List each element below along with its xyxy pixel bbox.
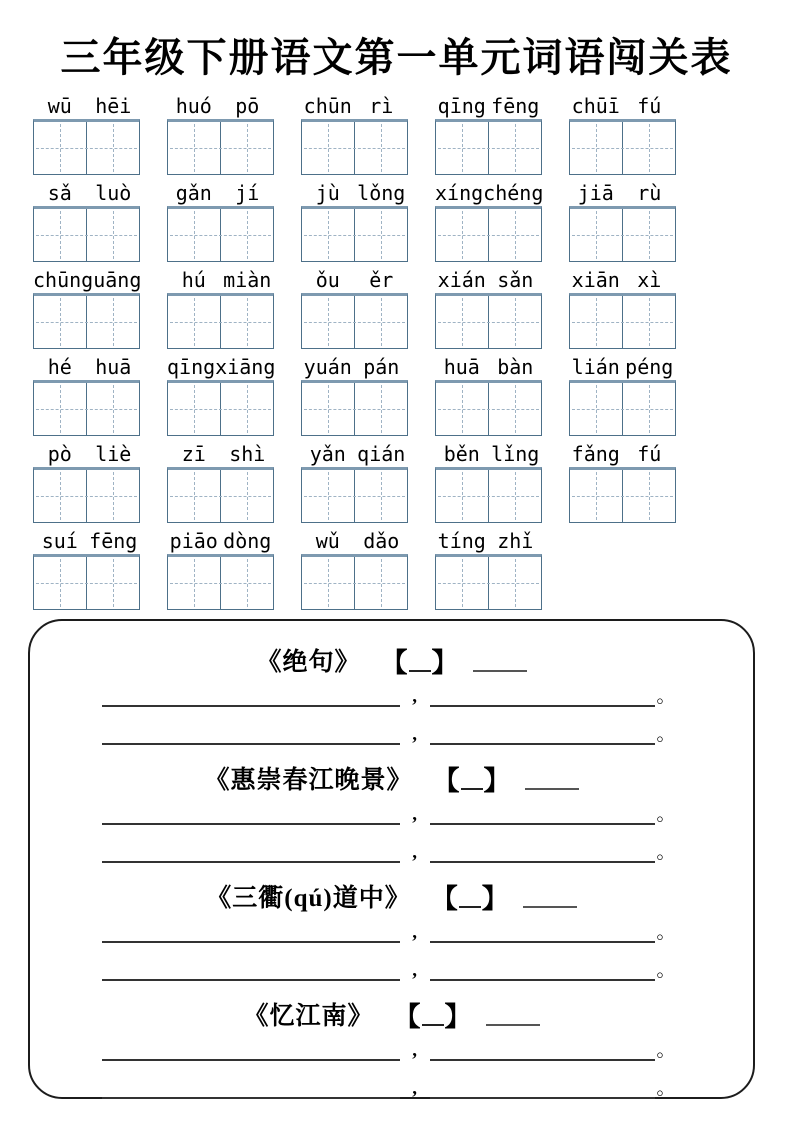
word-row bbox=[33, 181, 793, 262]
pinyin-word-grid-section bbox=[33, 94, 793, 610]
writing-cell[interactable] bbox=[570, 470, 622, 522]
pinyin-label bbox=[167, 442, 274, 467]
period-mark: 。 bbox=[656, 804, 676, 825]
author-bracket-close: 】 bbox=[431, 647, 459, 678]
character-writing-grid bbox=[301, 467, 408, 523]
pinyin-syllable: huā bbox=[443, 355, 480, 379]
character-writing-grid bbox=[569, 206, 676, 262]
pinyin-syllable: luò bbox=[95, 181, 132, 205]
writing-cell[interactable] bbox=[220, 122, 273, 174]
word-block bbox=[33, 268, 140, 349]
word-block bbox=[435, 181, 542, 262]
pinyin-syllable: xiān bbox=[571, 268, 620, 292]
writing-cell[interactable] bbox=[488, 383, 541, 435]
writing-cell[interactable] bbox=[220, 296, 273, 348]
poem-title: 《惠崇春江晚景》 bbox=[204, 767, 413, 794]
pinyin-label bbox=[301, 355, 408, 380]
word-block bbox=[301, 268, 408, 349]
writing-cell[interactable] bbox=[168, 122, 220, 174]
word-block bbox=[33, 529, 140, 610]
pinyin-syllable: shì bbox=[229, 442, 266, 466]
word-row bbox=[33, 442, 793, 523]
character-writing-grid bbox=[569, 467, 676, 523]
character-writing-grid bbox=[301, 554, 408, 610]
pinyin-syllable: chéng bbox=[483, 181, 544, 205]
writing-cell[interactable] bbox=[436, 209, 488, 261]
pinyin-syllable: yuán bbox=[303, 355, 352, 379]
verse-blank-first[interactable] bbox=[102, 915, 400, 943]
poem-section bbox=[30, 639, 753, 745]
period-mark: 。 bbox=[656, 686, 676, 707]
pinyin-syllable: pò bbox=[47, 442, 72, 466]
verse-blank-second[interactable] bbox=[430, 797, 655, 825]
pinyin-syllable: lǒng bbox=[357, 181, 406, 205]
character-writing-grid bbox=[301, 206, 408, 262]
pinyin-syllable: fǎng bbox=[571, 442, 620, 466]
character-writing-grid bbox=[33, 467, 140, 523]
writing-cell[interactable] bbox=[354, 209, 407, 261]
author-bracket-open: 【 bbox=[380, 647, 408, 678]
character-writing-grid bbox=[301, 293, 408, 349]
poem-title-row bbox=[30, 993, 753, 1035]
period-mark: 。 bbox=[656, 1040, 676, 1061]
writing-cell[interactable] bbox=[488, 296, 541, 348]
pinyin-syllable: gǎn bbox=[175, 181, 212, 205]
writing-cell[interactable] bbox=[86, 122, 139, 174]
verse-blank-second[interactable] bbox=[430, 835, 655, 863]
character-writing-grid bbox=[167, 467, 274, 523]
character-writing-grid bbox=[167, 206, 274, 262]
author-bracket-open: 【 bbox=[393, 1001, 421, 1032]
writing-cell[interactable] bbox=[354, 383, 407, 435]
word-row bbox=[33, 529, 793, 610]
writing-cell[interactable] bbox=[34, 470, 86, 522]
writing-cell[interactable] bbox=[622, 122, 675, 174]
pinyin-syllable: pán bbox=[363, 355, 400, 379]
writing-cell[interactable] bbox=[220, 209, 273, 261]
word-block bbox=[167, 355, 274, 436]
pinyin-syllable: zī bbox=[181, 442, 206, 466]
period-mark: 。 bbox=[656, 1078, 676, 1099]
pinyin-syllable: huā bbox=[95, 355, 132, 379]
word-block bbox=[301, 181, 408, 262]
writing-cell[interactable] bbox=[622, 296, 675, 348]
pinyin-label bbox=[33, 94, 140, 119]
author-bracket-open: 【 bbox=[430, 883, 458, 914]
writing-cell[interactable] bbox=[436, 383, 488, 435]
writing-cell[interactable] bbox=[302, 557, 354, 609]
pinyin-label bbox=[435, 94, 542, 119]
writing-cell[interactable] bbox=[570, 122, 622, 174]
verse-line bbox=[102, 719, 677, 745]
pinyin-label bbox=[569, 442, 676, 467]
writing-cell[interactable] bbox=[34, 209, 86, 261]
writing-cell[interactable] bbox=[488, 557, 541, 609]
pinyin-label bbox=[167, 181, 274, 206]
poem-title: 《三衢(qú)道中》 bbox=[206, 885, 411, 912]
word-block bbox=[167, 529, 274, 610]
pinyin-label bbox=[569, 181, 676, 206]
pinyin-label bbox=[167, 529, 274, 554]
author-dynasty-blank[interactable] bbox=[422, 1002, 444, 1026]
pinyin-syllable: fú bbox=[637, 94, 662, 118]
verse-line bbox=[102, 955, 677, 981]
word-block bbox=[569, 268, 676, 349]
character-writing-grid bbox=[435, 554, 542, 610]
verse-blank-first[interactable] bbox=[102, 1033, 400, 1061]
pinyin-syllable: chūn bbox=[33, 268, 82, 292]
author-bracket-close: 】 bbox=[444, 1001, 472, 1032]
pinyin-syllable: yǎn bbox=[309, 442, 346, 466]
pinyin-label bbox=[33, 181, 140, 206]
pinyin-syllable: ǒu bbox=[315, 268, 340, 292]
pinyin-syllable: zhǐ bbox=[497, 529, 534, 553]
poem-title: 《绝句》 bbox=[256, 649, 361, 676]
pinyin-label bbox=[569, 355, 676, 380]
poem-recitation-box bbox=[28, 619, 755, 1099]
author-bracket-close: 】 bbox=[483, 765, 511, 796]
comma-mark: , bbox=[412, 804, 417, 825]
pinyin-syllable: lián bbox=[571, 355, 620, 379]
pinyin-syllable: hú bbox=[181, 268, 206, 292]
character-writing-grid bbox=[33, 293, 140, 349]
character-writing-grid bbox=[435, 380, 542, 436]
writing-cell[interactable] bbox=[354, 122, 407, 174]
pinyin-label bbox=[33, 355, 140, 380]
word-block bbox=[167, 181, 274, 262]
verse-line bbox=[102, 1073, 677, 1099]
word-block bbox=[167, 94, 274, 175]
period-mark: 。 bbox=[656, 724, 676, 745]
writing-cell[interactable] bbox=[86, 296, 139, 348]
character-writing-grid bbox=[569, 293, 676, 349]
word-row bbox=[33, 355, 793, 436]
author-dynasty-blank[interactable] bbox=[459, 884, 481, 908]
writing-cell[interactable] bbox=[302, 122, 354, 174]
character-writing-grid bbox=[167, 380, 274, 436]
pinyin-syllable: xián bbox=[437, 268, 486, 292]
pinyin-syllable: huó bbox=[175, 94, 212, 118]
author-bracket-open: 【 bbox=[432, 765, 460, 796]
word-block bbox=[569, 442, 676, 523]
word-block bbox=[435, 442, 542, 523]
character-writing-grid bbox=[167, 119, 274, 175]
poem-section bbox=[30, 757, 753, 863]
word-block bbox=[301, 529, 408, 610]
verse-line bbox=[102, 837, 677, 863]
character-writing-grid bbox=[167, 554, 274, 610]
comma-mark: , bbox=[412, 922, 417, 943]
word-block bbox=[435, 94, 542, 175]
pinyin-syllable: fēng bbox=[491, 94, 540, 118]
comma-mark: , bbox=[412, 1078, 417, 1099]
poem-title-row bbox=[30, 875, 753, 917]
pinyin-label bbox=[33, 268, 140, 293]
author-dynasty-blank[interactable] bbox=[409, 648, 431, 672]
writing-cell[interactable] bbox=[34, 383, 86, 435]
pinyin-syllable: qīng bbox=[167, 355, 216, 379]
poem-title-row bbox=[30, 639, 753, 681]
verse-line bbox=[102, 799, 677, 825]
character-writing-grid bbox=[33, 554, 140, 610]
word-block bbox=[167, 442, 274, 523]
character-writing-grid bbox=[569, 119, 676, 175]
verse-blank-first[interactable] bbox=[102, 953, 400, 981]
pinyin-syllable: péng bbox=[625, 355, 674, 379]
pinyin-label bbox=[301, 529, 408, 554]
writing-cell[interactable] bbox=[354, 557, 407, 609]
pinyin-syllable: jí bbox=[235, 181, 260, 205]
pinyin-syllable: xíng bbox=[435, 181, 484, 205]
pinyin-syllable: rì bbox=[369, 94, 394, 118]
character-writing-grid bbox=[33, 206, 140, 262]
pinyin-label bbox=[435, 268, 542, 293]
pinyin-syllable: jù bbox=[315, 181, 340, 205]
pinyin-syllable: tíng bbox=[437, 529, 486, 553]
character-writing-grid bbox=[33, 119, 140, 175]
pinyin-label bbox=[301, 442, 408, 467]
word-block bbox=[301, 442, 408, 523]
pinyin-label bbox=[569, 94, 676, 119]
writing-cell[interactable] bbox=[220, 557, 273, 609]
word-block bbox=[435, 268, 542, 349]
worksheet-title: 三年级下册语文第一单元词语闯关表 bbox=[60, 35, 733, 80]
poem-title: 《忆江南》 bbox=[243, 1003, 374, 1030]
poem-title-row bbox=[30, 757, 753, 799]
pinyin-syllable: qián bbox=[357, 442, 406, 466]
writing-cell[interactable] bbox=[168, 470, 220, 522]
verse-blank-first[interactable] bbox=[102, 835, 400, 863]
word-block bbox=[33, 442, 140, 523]
pinyin-syllable: bàn bbox=[497, 355, 534, 379]
character-writing-grid bbox=[301, 119, 408, 175]
pinyin-label bbox=[301, 268, 408, 293]
verse-line bbox=[102, 681, 677, 707]
writing-cell[interactable] bbox=[570, 383, 622, 435]
writing-cell[interactable] bbox=[488, 470, 541, 522]
pinyin-label bbox=[301, 181, 408, 206]
writing-cell[interactable] bbox=[622, 209, 675, 261]
pinyin-syllable: hēi bbox=[95, 94, 132, 118]
writing-cell[interactable] bbox=[436, 470, 488, 522]
writing-cell[interactable] bbox=[302, 296, 354, 348]
pinyin-syllable: miàn bbox=[223, 268, 272, 292]
pinyin-label bbox=[569, 268, 676, 293]
pinyin-label bbox=[167, 94, 274, 119]
writing-cell[interactable] bbox=[86, 209, 139, 261]
word-block bbox=[33, 181, 140, 262]
pinyin-label bbox=[167, 268, 274, 293]
pinyin-label bbox=[33, 529, 140, 554]
writing-cell[interactable] bbox=[302, 383, 354, 435]
writing-cell[interactable] bbox=[302, 470, 354, 522]
pinyin-syllable: rù bbox=[637, 181, 662, 205]
writing-cell[interactable] bbox=[220, 383, 273, 435]
comma-mark: , bbox=[412, 1040, 417, 1061]
pinyin-syllable: pō bbox=[235, 94, 260, 118]
author-name-blank[interactable] bbox=[525, 766, 579, 790]
writing-cell[interactable] bbox=[34, 122, 86, 174]
pinyin-syllable: lǐng bbox=[491, 442, 540, 466]
poem-section bbox=[30, 875, 753, 981]
verse-blank-second[interactable] bbox=[430, 953, 655, 981]
pinyin-syllable: piāo bbox=[169, 529, 218, 553]
character-writing-grid bbox=[167, 293, 274, 349]
pinyin-syllable: xì bbox=[637, 268, 662, 292]
pinyin-syllable: suí bbox=[41, 529, 78, 553]
period-mark: 。 bbox=[656, 960, 676, 981]
comma-mark: , bbox=[412, 842, 417, 863]
comma-mark: , bbox=[412, 724, 417, 745]
character-writing-grid bbox=[33, 380, 140, 436]
word-block bbox=[301, 94, 408, 175]
pinyin-syllable: wǔ bbox=[315, 529, 340, 553]
writing-cell[interactable] bbox=[86, 470, 139, 522]
character-writing-grid bbox=[301, 380, 408, 436]
writing-cell[interactable] bbox=[488, 209, 541, 261]
writing-cell[interactable] bbox=[622, 470, 675, 522]
pinyin-label bbox=[167, 355, 274, 380]
verse-blank-first[interactable] bbox=[102, 1071, 400, 1099]
pinyin-syllable: dǎo bbox=[363, 529, 400, 553]
verse-blank-second[interactable] bbox=[430, 679, 655, 707]
word-block bbox=[569, 355, 676, 436]
writing-cell[interactable] bbox=[168, 557, 220, 609]
poem-section bbox=[30, 993, 753, 1099]
word-block bbox=[301, 355, 408, 436]
pinyin-syllable: liè bbox=[95, 442, 132, 466]
verse-line bbox=[102, 1035, 677, 1061]
pinyin-syllable: guāng bbox=[81, 268, 142, 292]
writing-cell[interactable] bbox=[436, 557, 488, 609]
character-writing-grid bbox=[435, 206, 542, 262]
pinyin-label bbox=[435, 529, 542, 554]
writing-cell[interactable] bbox=[354, 470, 407, 522]
writing-cell[interactable] bbox=[488, 122, 541, 174]
pinyin-label bbox=[33, 442, 140, 467]
pinyin-syllable: fēng bbox=[89, 529, 138, 553]
author-name-blank[interactable] bbox=[486, 1002, 540, 1026]
verse-line bbox=[102, 917, 677, 943]
pinyin-syllable: qīng bbox=[437, 94, 486, 118]
writing-cell[interactable] bbox=[34, 557, 86, 609]
pinyin-label bbox=[435, 181, 542, 206]
author-dynasty-blank[interactable] bbox=[461, 766, 483, 790]
word-block bbox=[33, 94, 140, 175]
writing-cell[interactable] bbox=[220, 470, 273, 522]
period-mark: 。 bbox=[656, 842, 676, 863]
verse-blank-second[interactable] bbox=[430, 717, 655, 745]
pinyin-syllable: sǎ bbox=[47, 181, 72, 205]
writing-cell[interactable] bbox=[570, 296, 622, 348]
pinyin-syllable: dòng bbox=[223, 529, 272, 553]
period-mark: 。 bbox=[656, 922, 676, 943]
pinyin-syllable: běn bbox=[443, 442, 480, 466]
verse-blank-first[interactable] bbox=[102, 717, 400, 745]
comma-mark: , bbox=[412, 686, 417, 707]
pinyin-label bbox=[435, 442, 542, 467]
verse-blank-second[interactable] bbox=[430, 915, 655, 943]
word-block bbox=[569, 181, 676, 262]
pinyin-syllable: chūī bbox=[571, 94, 620, 118]
pinyin-syllable: hé bbox=[47, 355, 72, 379]
author-bracket-close: 】 bbox=[481, 883, 509, 914]
pinyin-syllable: chūn bbox=[303, 94, 352, 118]
pinyin-syllable: ěr bbox=[369, 268, 394, 292]
writing-cell[interactable] bbox=[570, 209, 622, 261]
character-writing-grid bbox=[569, 380, 676, 436]
pinyin-syllable: fú bbox=[637, 442, 662, 466]
word-block bbox=[435, 529, 542, 610]
writing-cell[interactable] bbox=[354, 296, 407, 348]
writing-cell[interactable] bbox=[168, 383, 220, 435]
writing-cell[interactable] bbox=[168, 296, 220, 348]
word-block bbox=[435, 355, 542, 436]
word-row bbox=[33, 268, 793, 349]
verse-blank-second[interactable] bbox=[430, 1071, 655, 1099]
writing-cell[interactable] bbox=[436, 296, 488, 348]
writing-cell[interactable] bbox=[34, 296, 86, 348]
writing-cell[interactable] bbox=[302, 209, 354, 261]
pinyin-label bbox=[301, 94, 408, 119]
writing-cell[interactable] bbox=[86, 557, 139, 609]
pinyin-label bbox=[435, 355, 542, 380]
author-name-blank[interactable] bbox=[473, 648, 527, 672]
writing-cell[interactable] bbox=[622, 383, 675, 435]
writing-cell[interactable] bbox=[86, 383, 139, 435]
word-block bbox=[167, 268, 274, 349]
word-block bbox=[569, 94, 676, 175]
character-writing-grid bbox=[435, 467, 542, 523]
author-name-blank[interactable] bbox=[523, 884, 577, 908]
pinyin-syllable: jiā bbox=[577, 181, 614, 205]
word-row bbox=[33, 94, 793, 175]
pinyin-syllable: wū bbox=[47, 94, 72, 118]
verse-blank-first[interactable] bbox=[102, 797, 400, 825]
character-writing-grid bbox=[435, 293, 542, 349]
word-block bbox=[33, 355, 140, 436]
character-writing-grid bbox=[435, 119, 542, 175]
writing-cell[interactable] bbox=[168, 209, 220, 261]
pinyin-syllable: xiāng bbox=[215, 355, 276, 379]
pinyin-syllable: sǎn bbox=[497, 268, 534, 292]
verse-blank-first[interactable] bbox=[102, 679, 400, 707]
comma-mark: , bbox=[412, 960, 417, 981]
verse-blank-second[interactable] bbox=[430, 1033, 655, 1061]
writing-cell[interactable] bbox=[436, 122, 488, 174]
